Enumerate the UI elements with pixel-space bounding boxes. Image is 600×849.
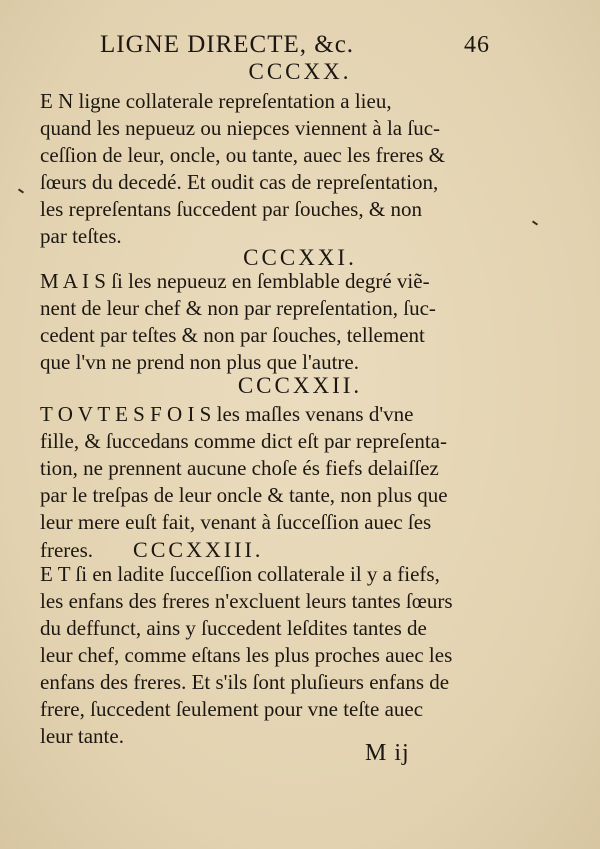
article-text-cccxxii: [40, 401, 475, 564]
text-line: fille, & ſuccedans comme dict eſt par repreſenta-: [40, 429, 447, 453]
text-line: que l'vn ne prend non plus que l'autre.: [40, 350, 359, 374]
running-title: LIGNE DIRECTE, &c.: [100, 31, 355, 58]
text-line: E N ligne collaterale repreſentation a lieu,: [40, 89, 392, 113]
text-line-end: freres.: [40, 538, 94, 562]
text-line: leur mere euſt fait, venant à ſucceſſion auec ſes: [40, 510, 432, 534]
text-line: [40, 536, 475, 564]
article-heading-cccxx: CCCXX.: [248, 59, 352, 84]
text-line: ceſſion de leur, oncle, ou tante, auec les freres &: [40, 143, 445, 167]
text-line: enfans des freres. Et s'ils ſont pluſieurs enfans de: [40, 670, 450, 694]
text-line: M A I S ſi les nepueuz en ſemblable degré viẽ-: [40, 269, 430, 293]
text-line: T O V T E S F O I S les maſles venans d'vne: [40, 402, 414, 426]
text-line: nent de leur chef & non par repreſentation, ſuc-: [40, 296, 436, 320]
text-line: les enfans des freres n'excluent leurs tantes ſœurs: [40, 589, 453, 613]
running-header: [100, 30, 490, 60]
text-line: ſœurs du decedé. Et oudit cas de repreſentation,: [40, 170, 439, 194]
article-text-cccxxi: [40, 268, 475, 376]
text-line: par le treſpas de leur oncle & tante, non plus que: [40, 483, 448, 507]
article-heading-cccxxi: CCCXXI.: [243, 245, 357, 270]
text-line: cedent par teſtes & non par ſouches, tellement: [40, 323, 425, 347]
text-line: leur tante.: [40, 724, 124, 748]
ink-speck: [18, 188, 24, 193]
text-line: quand les nepueuz ou niepces viennent à la ſuc-: [40, 116, 441, 140]
text-line: par teſtes.: [40, 224, 122, 248]
article-heading-cccxxii: CCCXXII.: [237, 373, 363, 398]
text-line: frere, ſuccedent ſeulement pour vne teſte auec: [40, 697, 424, 721]
ink-speck: [532, 220, 538, 225]
text-line: E T ſi en ladite ſucceſſion collaterale il y a fiefs,: [40, 562, 440, 586]
article-text-cccxx: [40, 88, 475, 250]
text-line: leur chef, comme eſtans les plus proches auec les: [40, 643, 453, 667]
signature-mark: M ij: [365, 740, 410, 766]
text-line: tion, ne prennent aucune choſe és fiefs delaiſſez: [40, 456, 439, 480]
page-number: 46: [464, 32, 490, 58]
text-line: du deffunct, ains y ſuccedent leſdites tantes de: [40, 616, 427, 640]
article-text-cccxxiii: [40, 561, 475, 750]
article-heading-cccxxiii: CCCXXIII.: [133, 537, 264, 562]
text-line: les repreſentans ſuccedent par ſouches, & non: [40, 197, 422, 221]
